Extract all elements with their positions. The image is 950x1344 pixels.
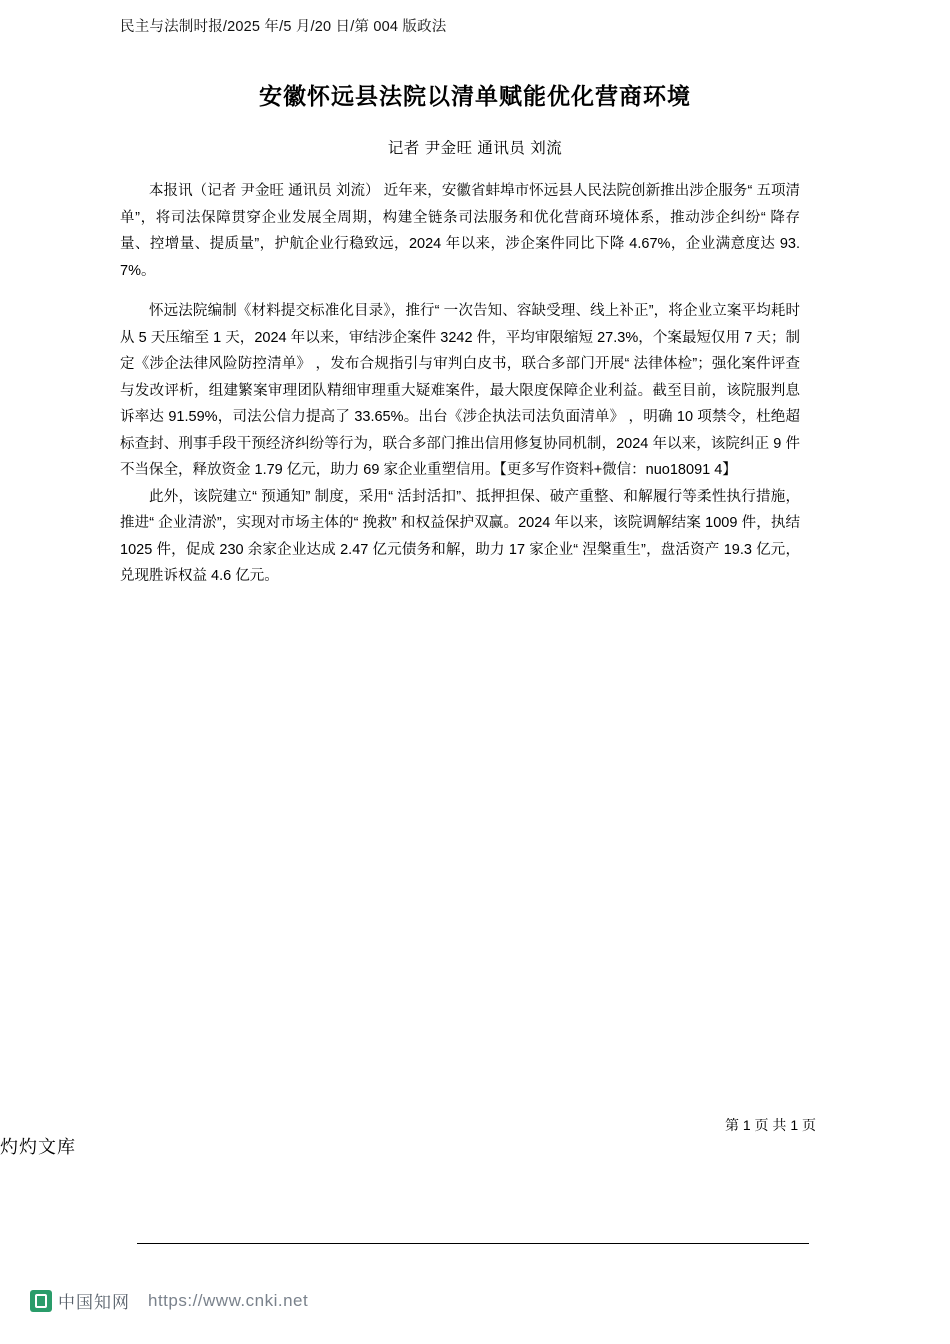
cnki-url[interactable]: https://www.cnki.net [148,1290,309,1310]
page-title: 安徽怀远县法院以清单赋能优化营商环境 [259,83,691,109]
footer-divider [137,1243,809,1244]
cnki-label: 中国知网 [58,1293,130,1312]
watermark-text: 灼灼文库 [0,1137,76,1157]
book-icon [30,1290,52,1312]
paragraph-1: 本报讯（记者 尹金旺 通讯员 刘流） 近年来，安徽省蚌埠市怀远县人民法院创新推出涉企服务“ 五项清单”，将司法保障贯穿企业发展全周期，构建全链条司法服务和优化营商环境体系，推动涉企纠纷“ 降存量、控增量、提质量”，护航企业行稳致远，2024 年以来，涉企案件同比下降 4.67%，企业满意度达 93.7%。 [120,183,800,279]
cnki-logo [30,1288,130,1313]
cnki-footer [30,1288,308,1313]
page-indicator: 第 1 页 共 1 页 [724,1117,816,1133]
byline: 记者 尹金旺 通讯员 刘流 [387,140,563,157]
document-source-header: 民主与法制时报/2025 年/5 月/20 日/第 004 版政法 [120,19,447,35]
article-body [120,178,800,604]
paragraph-3: 此外，该院建立“ 预通知” 制度，采用“ 活封活扣”、抵押担保、破产重整、和解履行等柔性执行措施，推进“ 企业清淤”，实现对市场主体的“ 挽救” 和权益保护双赢。2024 年以来，该院调解结案 1009 件，执结 1025 件，促成 230 余家企业达成 2.47 亿元债务和解，助力 17 家企业“ 涅槃重生”，盘活资产 19.3 亿元，兑现胜诉权益 4.6 亿元。 [120,488,800,584]
paragraph-2: 怀远法院编制《材料提交标准化目录》，推行“ 一次告知、容缺受理、线上补正”，将企业立案平均耗时从 5 天压缩至 1 天，2024 年以来，审结涉企案件 3242 件，平均审限缩短 27.3%，个案最短仅用 7 天；制定《涉企法律风险防控清单》 ，发布合规指引与审判白皮书，联合多部门开展“ 法律体检”；强化案件评查与发改评析，组建繁案审理团队精细审理重大疑难案件，最大限度保障企业利益。截至目前，该院服判息诉率达 91.59%，司法公信力提高了 33.65%。出台《涉企执法司法负面清单》 ，明确 10 项禁令，杜绝超标查封、刑事手段干预经济纠纷等行为，联合多部门推出信用修复协同机制，2024 年以来，该院纠正 9 件不当保全，释放资金 1.79 亿元，助力 69 家企业重塑信用。【更多写作资料+微信：nuo18091 4】 [120,303,800,478]
